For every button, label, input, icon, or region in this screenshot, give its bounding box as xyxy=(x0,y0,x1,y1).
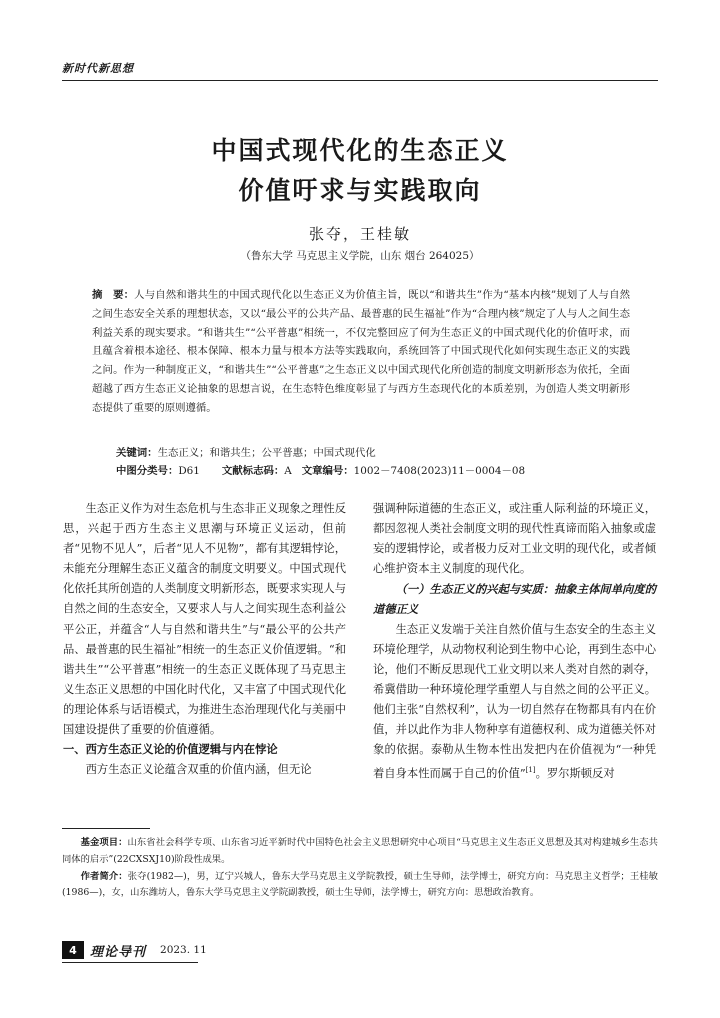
keywords-text: 生态正义；和谐共生；公平普惠；中国式现代化 xyxy=(157,447,376,459)
body-column-right xyxy=(373,499,656,784)
body-column-left xyxy=(63,499,346,780)
running-header: 新时代新思想 xyxy=(62,62,134,75)
fund-text: 山东省社会科学专项、山东省习近平新时代中国特色社会主义思想研究中心项目“马克思主义生态正义思想及其对构建城乡生态共同体的启示”(22CXSXJ10)阶段性成果。 xyxy=(62,837,658,865)
abstract xyxy=(92,286,630,418)
citation-ref: [1] xyxy=(525,766,536,775)
paragraph: 强调种际道德的生态正义，或注重人际利益的环境正义，都因忽视人类社会制度文明的现代性真谛而陷入抽象或虚妄的逻辑悖论，或者极力反对工业文明的现代化，或者倾心维护资本主义制度的现代化。 xyxy=(373,502,656,576)
affiliation: （鲁东大学 马克思主义学院，山东 烟台 264025） xyxy=(240,250,480,262)
article-no-label: 文章编号： xyxy=(301,465,354,477)
paragraph: 西方生态正义论蕴含双重的价值内涵，但无论 xyxy=(85,763,312,777)
abstract-text: 人与自然和谐共生的中国式现代化以生态正义为价值主旨，既以“和谐共生”作为“基本内核”规划了人与自然之间生态安全关系的理想状态，又以“最公平的公共产品、最普惠的民生福祉”作为“合理内核”规定了人与人之间生态利益关系的现实要求。“和谐共生”“公平普惠”相统一，不仅完整回应了何为生态正义的中国式现代化的价值吁求，而且蕴含着根本途径、根本保障、根本力量与根本方法等实践取向，系统回答了中国式现代化如何实现生态正义的实践之问。作为一种制度正义，“和谐共生”“公平普惠”之生态正义以中国式现代化所创造的制度文明新形态为依托，全面超越了西方生态正义论抽象的思想言说，在生态特色维度彰显了与西方生态现代化的本质差别，为创造人类文明新形态提供了重要的原则遵循。 xyxy=(92,289,631,414)
page-number: 4 xyxy=(62,941,84,959)
keywords xyxy=(116,444,376,459)
footnote-rule xyxy=(62,828,150,829)
clc-value: D61 xyxy=(178,465,200,477)
paragraph xyxy=(373,620,656,785)
article-no-value: 1002－7408(2023)11－0004－08 xyxy=(353,465,526,477)
title-line-2: 价值吁求与实践取向 xyxy=(238,176,482,205)
footnote xyxy=(62,835,658,902)
paragraph-text: 。罗尔斯顿反对 xyxy=(535,766,615,780)
keywords-label: 关键词： xyxy=(116,447,158,459)
authors: 张夺，王桂敏 xyxy=(308,225,411,243)
subsection-heading: （一）生态正义的兴起与实质：抽象主体间单向度的道德正义 xyxy=(373,582,656,617)
issue-date: 2023. 11 xyxy=(160,944,207,956)
doc-code-label: 文献标志码： xyxy=(221,465,285,477)
doc-code-value: A xyxy=(284,465,292,477)
header-rule xyxy=(62,80,658,81)
author-label: 作者简介： xyxy=(80,870,128,882)
abstract-label: 摘 要： xyxy=(92,289,135,301)
author-text: 张夺(1982—)，男，辽宁兴城人，鲁东大学马克思主义学院教授，硕士生导师，法学博士，研究方向：马克思主义哲学；王桂敏(1986—)，女，山东潍坊人，鲁东大学马克思主义学院副教授，硕士生导师，法学博士，研究方向：思想政治教育。 xyxy=(62,870,658,899)
page-footer xyxy=(62,941,207,959)
classification-line xyxy=(116,462,525,477)
footer-rule xyxy=(62,962,198,963)
journal-name: 理论导刊 xyxy=(90,944,147,960)
paragraph: 生态正义作为对生态危机与生态非正义现象之理性反思，兴起于西方生态主义思潮与环境正义运动，但前者“见物不见人”，后者“见人不见物”，都有其逻辑悖论，未能充分理解生态正义蕴含的制度文明要义。中国式现代化依托其所创造的人类制度文明新形态，既要求实现人与自然之间的生态安全，又要求人与人之间实现生态利益公平公正，并蕴含“人与自然和谐共生”与“最公平的公共产品、最普惠的民生福祉”相统一的生态正义价值逻辑。“和谐共生”“公平普惠”相统一的生态正义既体现了马克思主义生态正义思想的中国化时代化，又丰富了中国式现代化的理论体系与话语模式，为推进生态治理现代化与美丽中国建设提供了重要的价值遵循。 xyxy=(63,502,346,737)
fund-note xyxy=(62,835,658,869)
section-heading: 一、西方生态正义论的价值逻辑与内在悖论 xyxy=(63,743,278,757)
title-line-1: 中国式现代化的生态正义 xyxy=(211,136,509,165)
clc-label: 中图分类号： xyxy=(116,465,179,477)
author-note xyxy=(62,869,658,903)
fund-label: 基金项目： xyxy=(80,837,128,848)
paragraph-text: 生态正义发端于关注自然价值与生态安全的生态主义环境伦理学，从动物权利论到生物中心论，再到生态中心论，他们不断反思现代工业文明以来人类对自然的剥夺，希冀借助一种环境伦理学重塑人与自然之间的公平正义。他们主张“自然权利”，认为一切自然存在物都具有内在价值，并以此作为非人物种享有道德权利、成为道德关怀对象的依据。泰勒从生物本性出发把内在价值视为“一种凭着自身本性而属于自己的价值” xyxy=(373,622,656,780)
